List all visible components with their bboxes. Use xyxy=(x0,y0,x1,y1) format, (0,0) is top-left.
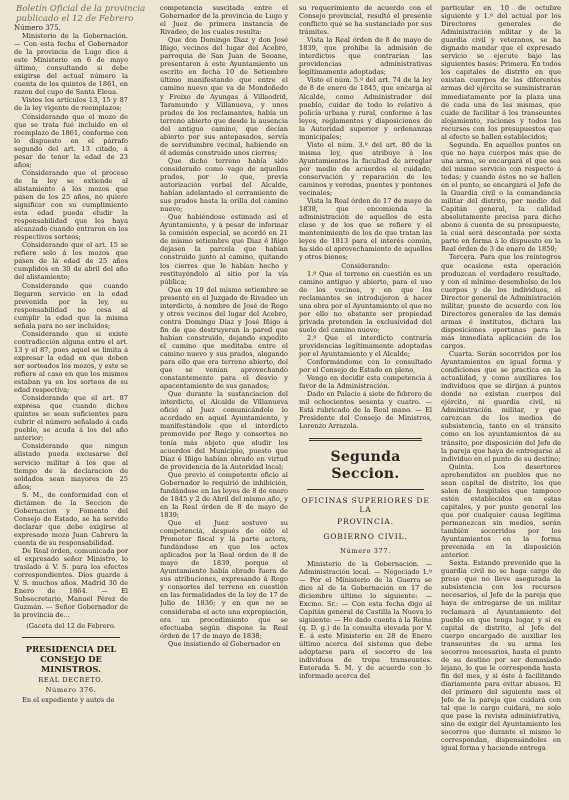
col2-paragraph: Que durante la sustanciacion del interdicto, el Alcalde de Villanueva ofició al Juez comunicándole lo acordado en aquel Ayuntamiento, y manifestándole que el interdicto promovido por Rego y consortes no tenía más objeto que eludir los acuerdos del Municipio, puesto que Diaz é Iñigo habían obrado en virtud de providencia de la Autoridad local; xyxy=(160,390,288,471)
col3-paragraph: Dado en Palacio á siete de febrero de mil ochocientos sesenta y cuatro. — Está rubricado de la Real mano. — El Presidente del Consejo de Ministros, Lorenzo Arrazola. xyxy=(299,390,432,431)
col4-paragraph: Sexta. Estando prevenido que la guardia civil no se haga cargo de preso que no lleve asegurada la subsistencia con los recursos necesarios, el Jefe de la pareja que haya de entregarse de un militar reclamará al Ayuntamiento del pueblo en que tenga lugar, y si es capital de distrito, al Jefe del cuerpo encargado de auxiliar los transeuntes de su arma los socorros necesarios, hasta el punto de su destino por ser demasiado lejano, lo que le corresponda hasta fin del mes, y si éste á facilitando diariamente para evitar abusos. El del primero del siguiente mes el Jefe de la pareja que cuidará con tal que lo cargo cuidará, no solo que pase la revista administrativa, sino de exigir del Ayuntamiento los socorros que durante el mismo le correspondan, dispensándoles en igual forma y haciendo entrega xyxy=(441,559,561,753)
col4-paragraph: Cuarta. Serán socorridos por los Ayuntamientos en igual forma y condiciones que se practica en la actualidad, y como auxiliares los individuos que se dirijan á puntos donde no existan cuerpos del ejército, ni guardia civil, ni Administración militar, y que carezcan de los medios de subsistencia, tanto en el tránsito como en los ayuntamientos de su tránsito, por disposición del Jefe de la pareja que haya de entregarse al individuo en el punto de su destino; xyxy=(441,350,561,463)
divider xyxy=(22,637,120,638)
column-2 xyxy=(160,4,288,794)
column-3 xyxy=(299,4,432,794)
stamp-line-2: publicado el 12 de Febrero xyxy=(16,14,134,24)
col3-paragraph: Conformándome con lo consultado por el Consejo de Estado en pleno, xyxy=(299,358,432,375)
col1-paragraph: Considerando que el art. 15 se refiere solo á los mozos que pasen de la edad de 25 años cumplidos en 30 de abril del año del alistamiento; xyxy=(14,241,128,282)
column-1 xyxy=(14,4,128,794)
column-4 xyxy=(441,4,561,794)
decree-number: Número 376. xyxy=(45,685,97,694)
col1-paragraph: De Real órden, comunicada por el expresado señor Ministro, lo traslado á V. S. para los efectos correspondientes. Dios guarde á V. S. muchos años. Madrid 30 de Enero de 1864. — El Subsecretario, Manuel Pérez de Guzmán. — Señor Gobernador de la provincia de... xyxy=(14,547,128,620)
col3-paragraph: su requerimiento de acuerdo con el Consejo provincial, resultó el presente conflicto que se ha sustanciado por sus trámites. xyxy=(299,4,432,37)
stamp-line-1: Boletín Oficial de la provincia xyxy=(16,4,146,14)
col1-paragraph: Considerando que ningun alistado pueda excusarse del servicio militar á los que al tiempo de la declaracion de soldados sean mayores de 25 años; xyxy=(14,442,128,491)
col2-paragraph: Que dicho terreno había sido considerado como vago de aquellos prados, por lo que, previa autorización verbal del Alcalde, habían adelantado el cerramiento de sus prados hasta la orilla del camino nuevo; xyxy=(160,156,288,214)
office-line-2: PROVINCIA. xyxy=(337,517,394,527)
col4-paragraph: particular en 10 de octubre siguiente y 1.º del actual por los Directores generales de Administración militar y de la guardia civil y veteranos, se ha dignado mandar que el expresado servicio se ejecute bajo las siguientes bases: Primera. En todos los capitales de distrito en que existan cuerpos de las diferentes armas del ejército se suministrarán inmediatamente por la plaza una de cada una de las mismas, que cuide de facilitar á los transeuntes alojamiento, raciones y todos los recursos con los presupuestos que al efecto se hallen establecidos; xyxy=(441,4,561,141)
col1-paragraph: En el expediente y autos de xyxy=(22,695,115,704)
col1-paragraph: Considerando que cuando llegaron servicio en la edad prevenida por la ley, su responsabilidad no cesa al cumplir la edad que la misma señala para no ser incluidos; xyxy=(14,281,128,330)
office-line-1: OFICINAS SUPERIORES DE LA xyxy=(301,496,430,515)
col2-paragraph: Que el Juez sostuvo su competencia, después de oído el Promotor fiscal y la parte actora, fundándose en que los actos aplicados por la Real órden de 8 de mayo de 1839, porque el Ayuntamiento había obrado fuera de sus atribuciones, expresando á Rego y consortes del terreno en cuestión en las formalidades de la ley de 17 de Julio de 1836; y en que no se consideraba el acto una expropiación, era un procedimiento que se efectuaba según dispone la Real órden de 17 de mayo de 1838; xyxy=(160,519,288,640)
decree-label: REAL DECRETO. xyxy=(38,675,104,684)
col2-paragraph: Que insistiendo el Gobernador en xyxy=(168,639,281,648)
col2-paragraph: competencia suscitada entre el Gobernador de la provincia de Lugo y el Juez de primera instancia de Rivadeo, de los cuales resulta: xyxy=(160,4,288,37)
col3-paragraph: Visto el núm. 3.º del art. 80 de la misma ley, que atribuye á los Ayuntamientos la facultad de arreglar por medio de acuerdos el cuidado, conservación y reparación de los caminos y veredas, puentes y pontones vecinales; xyxy=(299,140,432,198)
col2-paragraph: Que previo el competente oficio al Gobernador le requirió de inhibición, fundándose en las leyes de 8 de enero de 1845 y 2 de Abril del mismo año, y en la Real órden de 8 de mayo de 1839; xyxy=(160,470,288,519)
notice-number: Número 377. xyxy=(340,547,391,556)
col3-considering: Considerando: xyxy=(341,261,390,270)
col3-paragraph: Vista la Real órden de 8 de mayo de 1839, que prohibe la admisión de interdictos que contrarían las providencias administrativas legítimamente adoptadas; xyxy=(299,36,432,77)
section-divider xyxy=(309,438,422,441)
col1-paragraph: Ministerio de la Gobernación. — Con esta fecha el Gobernador de la provincia de Lugo dice á este Ministerio en 6 de mayo último, consultando si debe exigirse del actual número la cuenta de los quintos de 1861, en razon del cupo de Santa Eleua. xyxy=(14,32,128,97)
divider xyxy=(307,489,424,490)
council-title: PRESIDENCIA DEL CONSEJO DE MINISTROS. xyxy=(25,643,117,674)
document-number: Número 375. xyxy=(14,24,61,32)
col1-paragraph: Considerando que el mozo de que se trata fué incluido en el reemplazo de 1861, conforme con lo dispuesto en el párrafo segundo del art. 13 citado, á pesar de tener la edad de 23 años; xyxy=(14,112,128,169)
col1-paragraph: S. M., de conformidad con el dictámen de la Seccion de Gobernacion y Fomento del Consejo de Estado, se ha servido declarar que debe exigirse al expresado mozo Juan Cabrera la cuenta de su responsabilidad. xyxy=(14,490,128,547)
col4-paragraph: Segunda. En aquellos puntos en que no haya cuerpos más que de una arma, se encargará el que sea del mismo servicio con respecto á todas; y cuando éstos no se hallen en el punto, se encargará el Jefe de la Guardia civil o la comandancia militar del distrito, por medio del Capitán general, la calidad absolutamente precisa para dicho abono á cuenta de su presupuesto, la cual será descontada por sexta parte en forma á lo dispuesto en la Real órden de 3 de enero de 1850; xyxy=(441,140,561,254)
col3-paragraph: Ministerio de la Gobernación. — Administración local. — Negociado 1.º — Por el Ministerio de la Guerra se dice al de la Gobernación en 17 de diciembre último lo siguiente: — Excmo. Sr.: — Con esta fecha digo al Capitán general de Castilla la Nueva lo siguiente: — He dado cuenta á la Reina (q. D. g.) de la consulta elevada por V. E. á este Ministerio en 28 de Enero último acerca del sistema que debe adoptarse para el socorro de los individuos de tropa transeuntes. Enterada S. M. y de acuerdo con lo informado acerca del xyxy=(299,559,432,681)
col4-paragraph: Quinta. Los desertores aprehendidos en pueblos que no sean capital de distrito, los que salen de hospitales que tampoco estén establecidos en estas capitales, y por punto general los que por cualquier causa legítima permanezcan sin medios, serán también socorridos por los Ayuntamientos en la forma prevenida en la disposición anterior. xyxy=(441,462,561,560)
col4-paragraph: Tercera. Para que los reintegros que ocasione esta operación produzcan el verdadero resultado, y con el mínimo desembolso de los cuerpos y de los individuos, el Director general de Administración militar, puesto de acuerdo con los Directores generales de las demás armas é institutos, dictará las disposiciones oportunas para la más inmediata aplicación de los cargos. xyxy=(441,253,561,350)
col3-paragraph: 2.º Que el interdicto contraría providencias legítimamente adoptadas por el Ayuntamiento y el Alcalde; xyxy=(299,333,432,359)
col1-paragraph: Considerando que el proceso de la ley se extiende al alistamiento á los mozos que pasen de los 25 años, no quiere significar con su cumplimiento esta edad pueda eludir la responsabilidad que les haya alcanzado cuando entraron en los respectivos sorteos; xyxy=(14,168,128,242)
col1-paragraph: Considerando que si existe contradicción alguna entre el art. 13 y el 87, pues aquel se limita á expresar la edad en que deben ser sorteados los mozos, y este se refiere al caso en que los mismos estaban ya en los sorteos de su edad respectiva; xyxy=(14,329,128,395)
section-title: Segunda Seccion. xyxy=(330,449,401,483)
col1-paragraph: Vistos los artículos 13, 15 y 87 de la ley vigente de reemplazos; xyxy=(14,96,128,113)
gazette-reference: (Gaceta del 12 de Febrero. xyxy=(26,622,116,631)
col1-paragraph: Considerando que el art. 87 expresa que cuando dichos quintos se sean suficientes para cubrir el número señalado á cada pueblo, se acuda á los del año anterior; xyxy=(14,394,128,443)
col2-paragraph: Que habiéndose estimado así el Ayuntamiento, y á pesar de informar la comisión especial, se acordó en 21 de mismo setiembre que Diaz é Iñigo dejasen la parcela que habían construido junto al camino, quitando los cierres que le habían hecho y restituyéndolo al sitio por la vía pública; xyxy=(160,213,288,286)
col3-paragraph: Vengo en decidir esta competencia á favor de la Administración. xyxy=(299,374,432,391)
col2-paragraph: Que en 19 del mismo setiembre se presentó en el Juzgado de Rivadeo un interdicto, á nombre de José de Rego y otros vecinos del lugar del Acebro, contra Domingo Diaz y José Iñigo á fin de que destruyeran la pared que habían construido, dejando expedito el camino que meditaba entre el camino nuevo y sus prados, alegando para ello que era terreno abierto, del que se venían aprovechando constantemente para el desvío y apacentamiento de sus ganados; xyxy=(160,285,288,391)
col3-paragraph: Vista la Real órden de 17 de mayo de 1838, que encomienda la administración de aquellos de esta clase y de los que se refiere y el mantenimiento de los de que tratan las leyes de 1813 para el interés común, ha sido el aprovechamiento de aquellos y otros bienes; xyxy=(299,197,432,262)
col3-paragraph: 1.º Que el terreno en cuestión es un camino antiguo y abierto, para el uso de los vecinos, y en que los reclamantes se introdujeron á hacer una obra por el Ayuntamiento el que no por ello no obstante ser propiedad privada pretenden la exclusividad del suelo del camino nuevo; xyxy=(299,269,432,334)
col2-paragraph: Que don Domingo Diaz y don José Iñigo, vecinos del lugar del Acebro, parroquia de San Juan de Seoane, presentaron á este Ayuntamiento un escrito en fecha 10 de Setiembre último manifestando que entre el camino nuevo que va de Mondoñedo y Freixo de Ayungas á Villaodrid, Taramundo y Villanueva, y unos prados de los reclamantes, había un terreno abierto que desde la ausencia del antiguo camino, que decían abierto por sus antepasados, servía de servidumbre vecinal, habiendo en él además construido unos cierres; xyxy=(160,36,288,157)
col3-paragraph: Visto el núm. 5.º del art. 74 de la ley de 8 de enero de 1845, que encarga al Alcalde, como Administrador del pueblo, cuidar de todo lo relativo á policía urbana y rural, conforme á las leyes, reglamentos y disposiciones de la Autoridad superior y ordenanzas municipales; xyxy=(299,76,432,141)
office-line-3: GOBIERNO CIVIL. xyxy=(323,532,408,542)
